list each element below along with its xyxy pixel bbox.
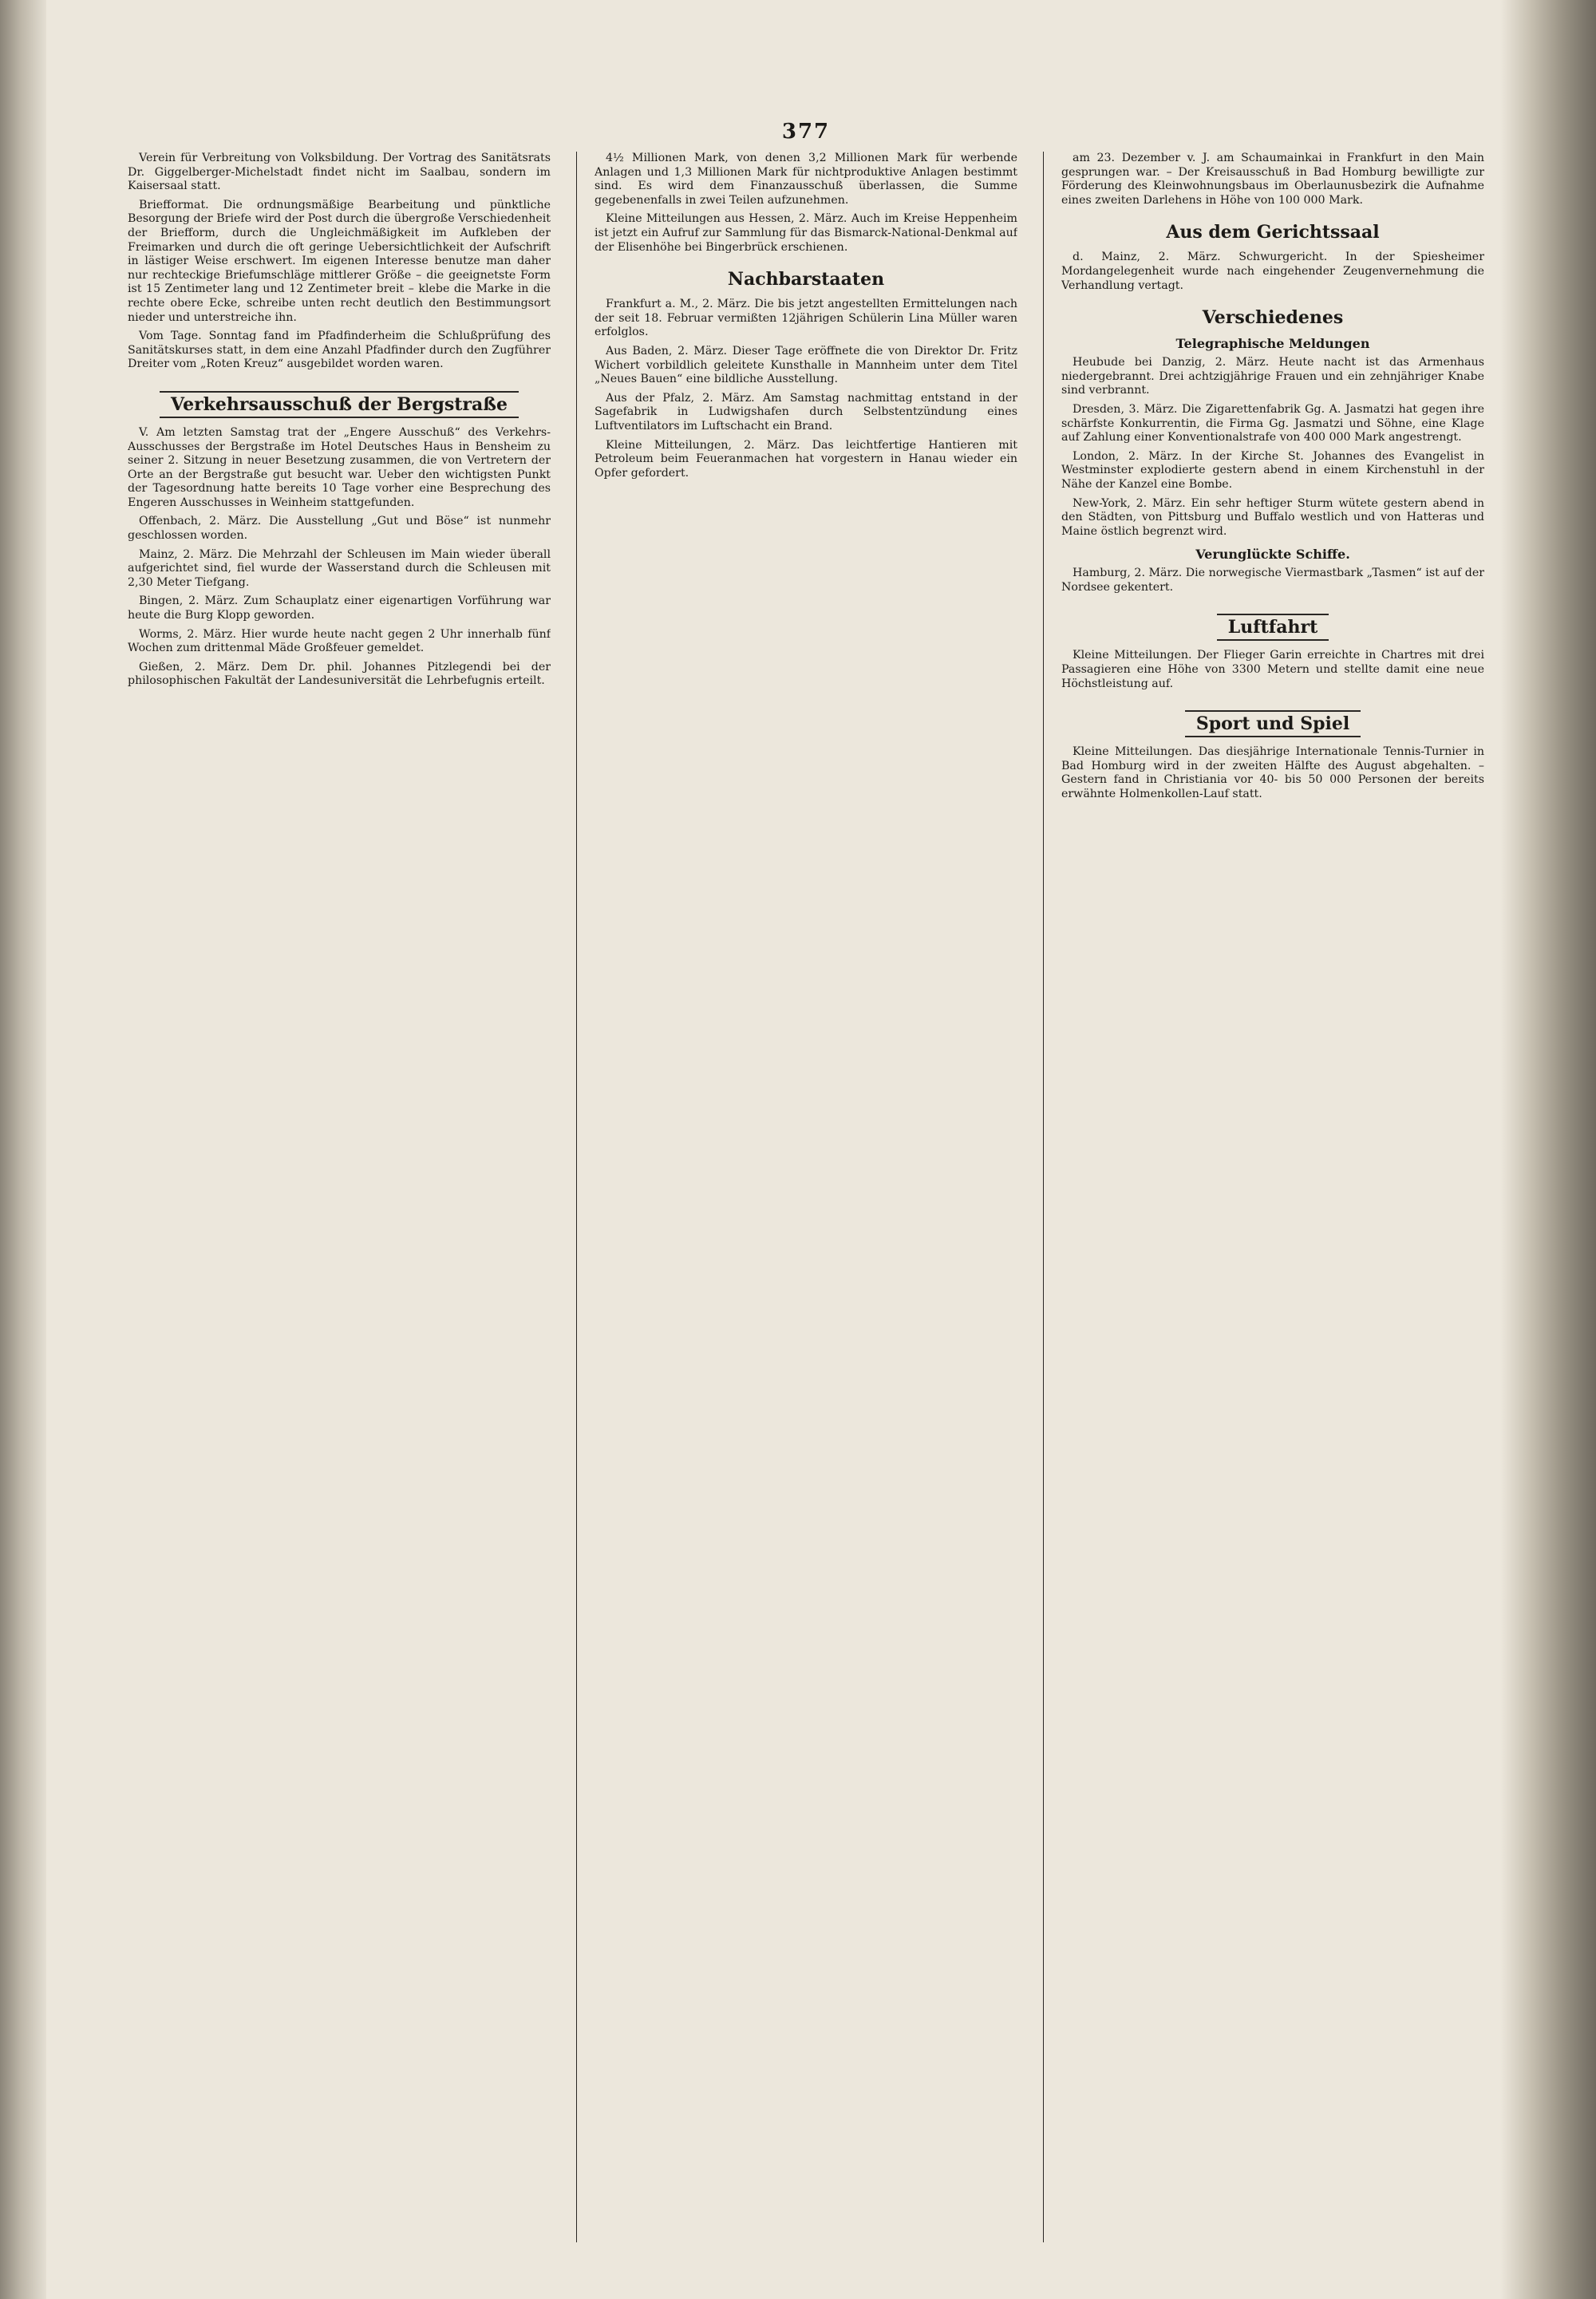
article-hamburg: Hamburg, 2. März. Die norwegische Viermastbark „Tasmen“ ist auf der Nordsee gekentert.: [1061, 567, 1484, 594]
page-number: 377: [781, 120, 831, 144]
article-sport-mitteilungen: Kleine Mitteilungen. Das diesjährige Internationale Tennis-Turnier in Bad Homburg wird in der zweiten Hälfte des August abgehalten. – Gestern fand in Christiania vor 40- bis 50 000 Personen der bereits erwähnte Holmenkollen-Lauf statt.: [1061, 745, 1484, 801]
article-london: London, 2. März. In der Kirche St. Johannes des Evangelist in Westminster explodierte gestern abend in einem Kirchenstuhl in der Nähe der Kanzel eine Bombe.: [1061, 449, 1484, 491]
left-binding-edge: [0, 0, 46, 2299]
article-briefformat: Briefformat. Die ordnungsmäßige Bearbeitung und pünktliche Besorgung der Briefe wird der Post durch die übergroße Verschiedenheit der Briefform, durch die Ungleichmäßigkeit im Aufkleben der Freimarken und durch die oft geringe Uebersichtlichkeit der Aufschrift in lästiger Weise erschwert. Im eigenen Interesse benutze man daher nur rechteckige Briefumschläge mittlerer Größe – die geeignetste Form ist 15 Zentimeter lang und 12 Zentimeter breit – klebe die Marke in die rechte obere Ecke, schreibe unten recht deutlich den Bestimmungsort nieder und unterstreiche ihn.: [128, 198, 551, 324]
article-volksbildung: Verein für Verbreitung von Volksbildung. Der Vortrag des Sanitätsrats Dr. Giggelberger-Michelstadt findet nicht im Saalbau, sondern im Kaisersaal statt.: [128, 152, 551, 193]
column-middle: [595, 152, 1017, 2242]
article-kleine-mitteilungen: Kleine Mitteilungen, 2. März. Das leichtfertige Hantieren mit Petroleum beim Feueranmachen hat vorgestern in Hanau wieder ein Opfer gefordert.: [595, 438, 1017, 480]
article-homburg: am 23. Dezember v. J. am Schaumainkai in Frankfurt in den Main gesprungen war. – Der Kreisausschuß in Bad Homburg bewilligte zur Förderung des Kleinwohnungsbaus im Oberlaunusbezirk die Aufnahme eines zweiten Darlehens in Höhe von 100 000 Mark.: [1061, 152, 1484, 207]
subheading-verunglueckte-schiffe: Verunglückte Schiffe.: [1195, 547, 1350, 563]
column-rule: [576, 152, 577, 2242]
newspaper-page: [128, 120, 1484, 2258]
article-verkehrsausschuss: V. Am letzten Samstag trat der „Engere Ausschuß“ des Verkehrs-Ausschusses der Bergstraße im Hotel Deutsches Haus in Bensheim zu seiner 2. Sitzung in neuer Besetzung zusammen, die von Vertretern der Orte an der Bergstraße gut besucht war. Ueber den wichtigsten Punkt der Tagesordnung hatte bereits 10 Tage vorher eine Besprechung des Engeren Ausschusses in Weinheim stattgefunden.: [128, 425, 551, 509]
section-heading-gerichtssaal: Aus dem Gerichtssaal: [1166, 222, 1380, 243]
article-mainz-schwurgericht: d. Mainz, 2. März. Schwurgericht. In der Spiesheimer Mordangelegenheit wurde nach eingehender Zeugenvernehmung die Verhandlung vertagt.: [1061, 251, 1484, 292]
section-heading-luftfahrt: Luftfahrt: [1217, 614, 1329, 641]
article-offenbach: Offenbach, 2. März. Die Ausstellung „Gut und Böse“ ist nunmehr geschlossen worden.: [128, 515, 551, 543]
article-giessen: Gießen, 2. März. Dem Dr. phil. Johannes Pitzlegendi bei der philosophischen Fakultät der Landesuniversität die Lehrbefugnis erteilt.: [128, 660, 551, 688]
article-frankfurt: Frankfurt a. M., 2. März. Die bis jetzt angestellten Ermittelungen nach der seit 18. Februar vermißten 12jährigen Schülerin Lina Müller waren erfolglos.: [595, 298, 1017, 339]
article-baden: Aus Baden, 2. März. Dieser Tage eröffnete die von Direktor Dr. Fritz Wichert vorbildlich geleitete Kunsthalle in Mannheim unter dem Titel „Neues Bauen“ eine bildliche Ausstellung.: [595, 344, 1017, 386]
section-heading-verkehrsausschuss: Verkehrsausschuß der Bergstraße: [160, 391, 519, 418]
article-vom-tage: Vom Tage. Sonntag fand im Pfadfinderheim die Schlußprüfung des Sanitätskurses statt, in dem eine Anzahl Pfadfinder durch den Zugführer Dreiter vom „Roten Kreuz“ ausgebildet worden waren.: [128, 330, 551, 371]
article-new-york: New-York, 2. März. Ein sehr heftiger Sturm wütete gestern abend in den Städten, von Pittsburg und Buffalo westlich und von Hatteras und Maine östlich begrenzt wird.: [1061, 496, 1484, 538]
section-heading-verschiedenes: Verschiedenes: [1202, 307, 1344, 329]
article-worms: Worms, 2. März. Hier wurde heute nacht gegen 2 Uhr innerhalb fünf Wochen zum drittenmal Mäde Großfeuer gemeldet.: [128, 627, 551, 655]
article-kleine-mitteilungen-hessen: Kleine Mitteilungen aus Hessen, 2. März. Auch im Kreise Heppenheim ist jetzt ein Aufruf zur Sammlung für das Bismarck-National-Denkmal auf der Elisenhöhe bei Bingerbrück erschienen.: [595, 212, 1017, 254]
article-pfalz: Aus der Pfalz, 2. März. Am Samstag nachmittag entstand in der Sagefabrik in Ludwigshafen durch Selbstentzündung eines Luftventilators im Luftschacht ein Brand.: [595, 391, 1017, 433]
article-heubude: Heubude bei Danzig, 2. März. Heute nacht ist das Armenhaus niedergebrannt. Drei achtzigjährige Frauen und ein zehnjähriger Knabe sind verbrannt.: [1061, 356, 1484, 397]
article-luftfahrt-mitteilungen: Kleine Mitteilungen. Der Flieger Garin erreichte in Chartres mit drei Passagieren eine Höhe von 3300 Metern und stellte damit eine neue Höchstleistung auf.: [1061, 649, 1484, 690]
article-dresden: Dresden, 3. März. Die Zigarettenfabrik Gg. A. Jasmatzi hat gegen ihre schärfste Konkurrentin, die Firma Gg. Jasmatzi und Söhne, eine Klage auf Zahlung einer Konventionalstrafe von 400 000 Mark angestrengt.: [1061, 402, 1484, 444]
section-heading-sport-und-spiel: Sport und Spiel: [1185, 710, 1361, 737]
article-finanzen: 4½ Millionen Mark, von denen 3,2 Millionen Mark für werbende Anlagen und 1,3 Millionen Mark für nichtproduktive Anlagen bestimmt sind. Es wird dem Finanzausschuß überlassen, die Summe gegebenenfalls in zwei Teilen aufzunehmen.: [595, 152, 1017, 207]
section-heading-nachbarstaaten: Nachbarstaaten: [727, 269, 885, 290]
column-right: [1061, 152, 1484, 2242]
column-rule: [1043, 152, 1044, 2242]
column-left: [128, 152, 551, 2242]
right-spine-edge: [1500, 0, 1596, 2299]
article-bingen: Bingen, 2. März. Zum Schauplatz einer eigenartigen Vorführung war heute die Burg Klopp geworden.: [128, 595, 551, 622]
article-mainz: Mainz, 2. März. Die Mehrzahl der Schleusen im Main wieder überall aufgerichtet sind, fiel wurde der Wasserstand durch die Schleusen mit 2,30 Meter Tiefgang.: [128, 547, 551, 589]
subheading-telegraphische-meldungen: Telegraphische Meldungen: [1175, 336, 1370, 352]
